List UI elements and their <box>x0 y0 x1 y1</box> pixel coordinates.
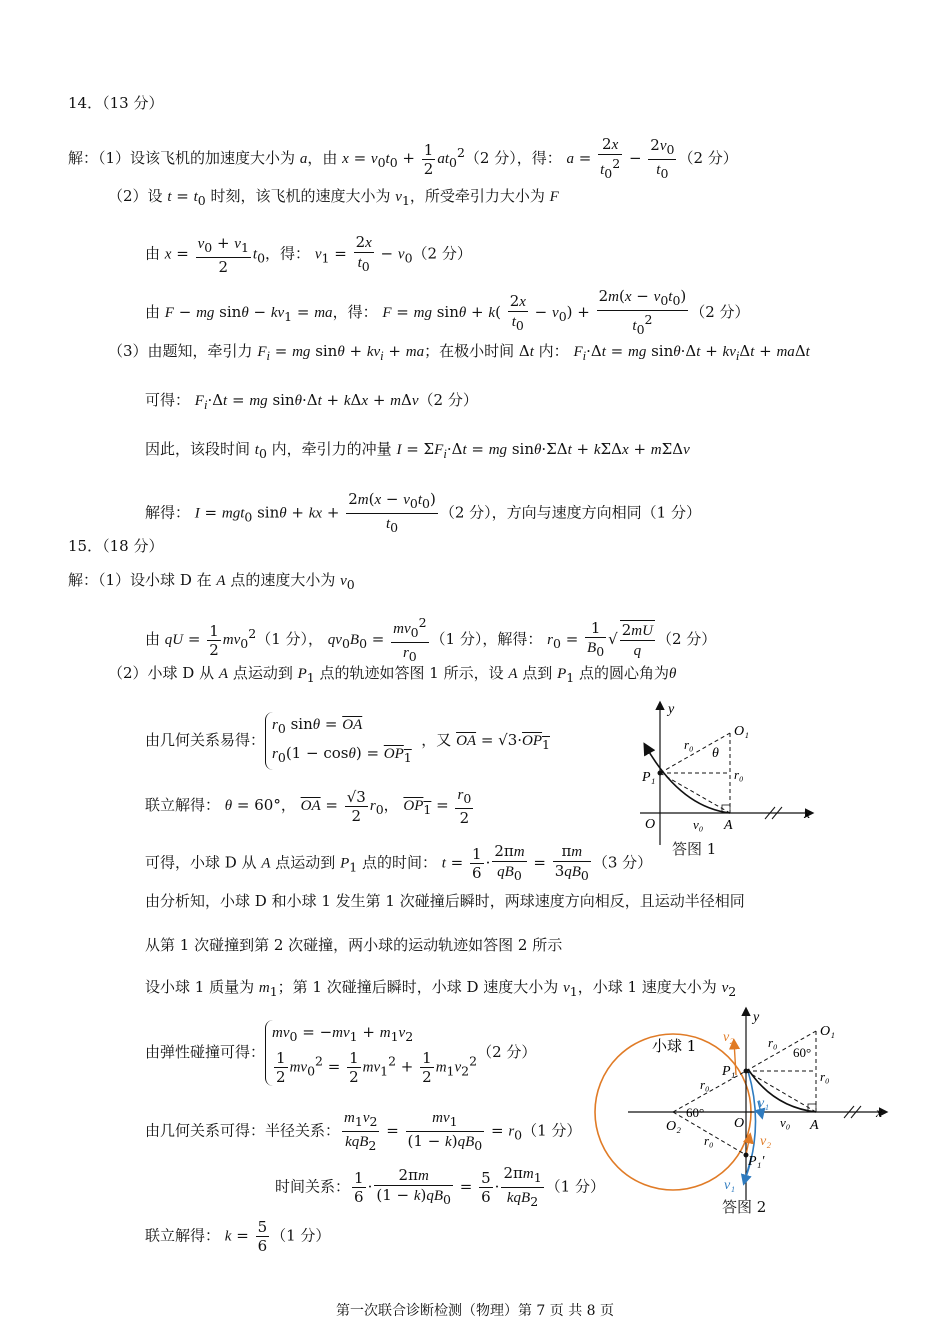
fig1-caption: 答图 1 <box>672 840 717 858</box>
fig1-label-r0b: r₀ <box>734 767 744 782</box>
q14-jie: 解： <box>68 149 99 167</box>
fig1-label-A: A <box>724 818 733 833</box>
q15-part2d: 可得，小球 D 从 A 点运动到 $P_1$ 点的时间： t = $\frac{1}{6}$ · $\frac{2\pi m}{qB_0}$ = $\frac{\pi m}{3qB_0}$ （3 分） <box>145 842 653 883</box>
q15-heading: 15．（18 分） <box>68 537 164 555</box>
q15-part2f: 从第 1 次碰撞到第 2 次碰撞，两小球的运动轨迹如答图 2 所示 <box>145 936 563 954</box>
q15-part2a: （2）小球 D 从 A 点运动到 $P_1$ 点的轨迹如答图 1 所示，设 A 点到 $P_1$ 点的圆心角为θ <box>108 664 677 685</box>
q15-part1b: 由 qU = $\frac{1}{2}$ $mv_0^2(1$ 分）， $qv_0B_0$ = $\frac{mv_0^2}{r_0}$ （1 分），解得： $r_0$ = $\frac{1}{B_0}$ √ $\frac{2mU}{q}$ （2 分） <box>145 615 717 664</box>
fig2-label-P1: P₁ <box>722 1064 736 1079</box>
fig2-label-A: A <box>810 1118 819 1133</box>
fig1-label-O: O <box>645 817 656 832</box>
fig2-label-r0c: r₀ <box>700 1077 710 1092</box>
q14-heading: 14．（13 分） <box>68 94 164 112</box>
fig2-label-v1bot: v₁ <box>724 1178 736 1193</box>
page-footer: 第一次联合诊断检测（物理）第 7 页 共 8 页 <box>335 1303 615 1319</box>
q15-part2e: 由分析知，小球 D 和小球 1 发生第 1 次碰撞后瞬时，两球速度方向相反，且运动半径相同 <box>145 892 745 910</box>
q14-part1: 解：（1）设该飞机的加速度大小为 a，由 $x = v_0t_0$ + $\frac{1}{2}$ $at_0^2(2$ 分），得： a = $\frac{2x}{t_0^2}$ − $\frac{2v_0}{t_0}$ （2 分） <box>68 135 738 181</box>
q14-part3c: 因此，该段时间 $t_0$ 内，牵引力的冲量 $I = \Sigma F_i\cdot\Delta t$ = mg sinθ·ΣΔt + kΣΔx + mΣΔv <box>145 440 690 461</box>
q15-part2j: 时间关系： $\frac{1}{6}$ · $\frac{2\pi m}{(1 - k)qB_0}$ = $\frac{5}{6}$ · $2\pi m_1$ kqB$_2$ （1 分） <box>275 1164 605 1209</box>
fig1-label-P1: P₁ <box>642 770 656 785</box>
fig2-label-O2: O₂ <box>666 1119 681 1134</box>
q15-part2k: 联立解得： k = $\frac{5}{6}$ （1 分） <box>145 1218 331 1255</box>
fig2-label-r0b: r₀ <box>820 1069 830 1084</box>
q14-part2c: 由 F − mg $\sin\theta - kv_1$ = ma，得： F = mg sinθ + k( $\frac{2x}{t_0}$ − $v_0$) + $\frac{2m(x - v_0t_0)}{t_0^2}$ （2 分） <box>145 287 750 337</box>
q14-part3b: 可得： $F_i\cdot\Delta t$ = mg sinθ·Δt + kΔx + mΔv（2 分） <box>145 391 478 412</box>
q15-part2i: 由几何关系可得：半径关系： $m_1v_2$ kqB$_2$ = $\frac{mv_1}{(1 - k)qB_0}$ = $r_0(1$ 分） <box>145 1110 582 1153</box>
fig2-label-v0: v₀ <box>780 1115 791 1130</box>
q14-part2a: （2）设 $t = t_0$ 时刻，该飞机的速度大小为 $v_1$，所受牵引力大小为 F <box>108 187 559 208</box>
q14-part3d: 解得： I = mgt$_0$ sinθ + kx + $\frac{2m(x - v_0t_0)}{t_0}$ （2 分），方向与速度方向相同（1 分） <box>145 490 701 535</box>
fig2-label-r0d: r₀ <box>704 1133 714 1148</box>
fig2-label-ang1: 60° <box>793 1045 812 1060</box>
fig2-label-r0a: r₀ <box>768 1035 778 1050</box>
fig1-label-O1: O₁ <box>734 724 749 739</box>
fig2-label-P1p: P₁′ <box>748 1154 765 1169</box>
fig2-label-x: x <box>876 1106 883 1121</box>
fig2-label-v1mid: v₁ <box>758 1096 770 1111</box>
fig1-label-theta: θ <box>712 746 719 761</box>
q14-part2b: 由 x = $\frac{v_0 + v_1}{2}$ $t_0$，得： $v_1$ = $\frac{2x}{t_0}$ − $v_0(2$ 分） <box>145 233 472 276</box>
q15-jie: 解： <box>68 571 99 589</box>
fig2-label-O1: O₁ <box>820 1024 835 1039</box>
fig2-label-O: O <box>734 1116 745 1131</box>
q15-part2h: 由弹性碰撞可得： $mv_0 = -mv_1 + m_1v_2$ $\frac{1}{2}$ $mv_0^2$ = $\frac{1}{2}$ $mv_1^2$ + $\frac{1}{2}$ $m_1v_2^2$ （2 分） <box>145 1020 536 1086</box>
fig2-label-ang2: 60° <box>686 1105 705 1120</box>
q15-part2c: 联立解得： θ = 60°， $\overline{OA}$ = $\frac{√3}{2}$ $r_0$， $OP_1$ = $\frac{r_0}{2}$ <box>145 787 472 827</box>
figure-2 <box>588 1005 893 1205</box>
fig1-label-x: x <box>804 807 811 822</box>
fig2-ball-label: 小球 1 <box>652 1037 697 1055</box>
fig2-label-y: y <box>753 1010 760 1025</box>
fig2-caption: 答图 2 <box>722 1198 767 1216</box>
fig1-label-y: y <box>668 702 675 717</box>
fig2-label-v2top: v₂ <box>723 1030 735 1045</box>
q14-part3a: （3）由题知，牵引力 $F_i$ = mg $\sin\theta + kv_i$ + ma；在极小时间 Δt 内： $F_i\cdot\Delta t$ = mg $\sin\theta\cdot\Delta t + kv_i\Delta t + ma\Delta t$ <box>108 342 810 363</box>
fig1-label-r0a: r₀ <box>684 737 694 752</box>
q15-part2g: 设小球 1 质量为 $m_1$；第 1 次碰撞后瞬时，小球 D 速度大小为 $v_1$，小球 1 速度大小为 $v_2$ <box>145 978 737 999</box>
q15-part2b: 由几何关系易得： $r_0$ $\sin\theta = \overline{OA}$ $r_0(1 - \cos\theta) = OP_1$ ，又 $\overline{OA} = √3\cdot OP_1$ <box>145 712 550 770</box>
q15-part1a: 解：（1）设小球 D 在 A 点的速度大小为 $v_0$ <box>68 571 355 592</box>
fig2-label-v2mid: v₂ <box>760 1134 772 1149</box>
fig1-label-v0: v₀ <box>693 817 704 832</box>
